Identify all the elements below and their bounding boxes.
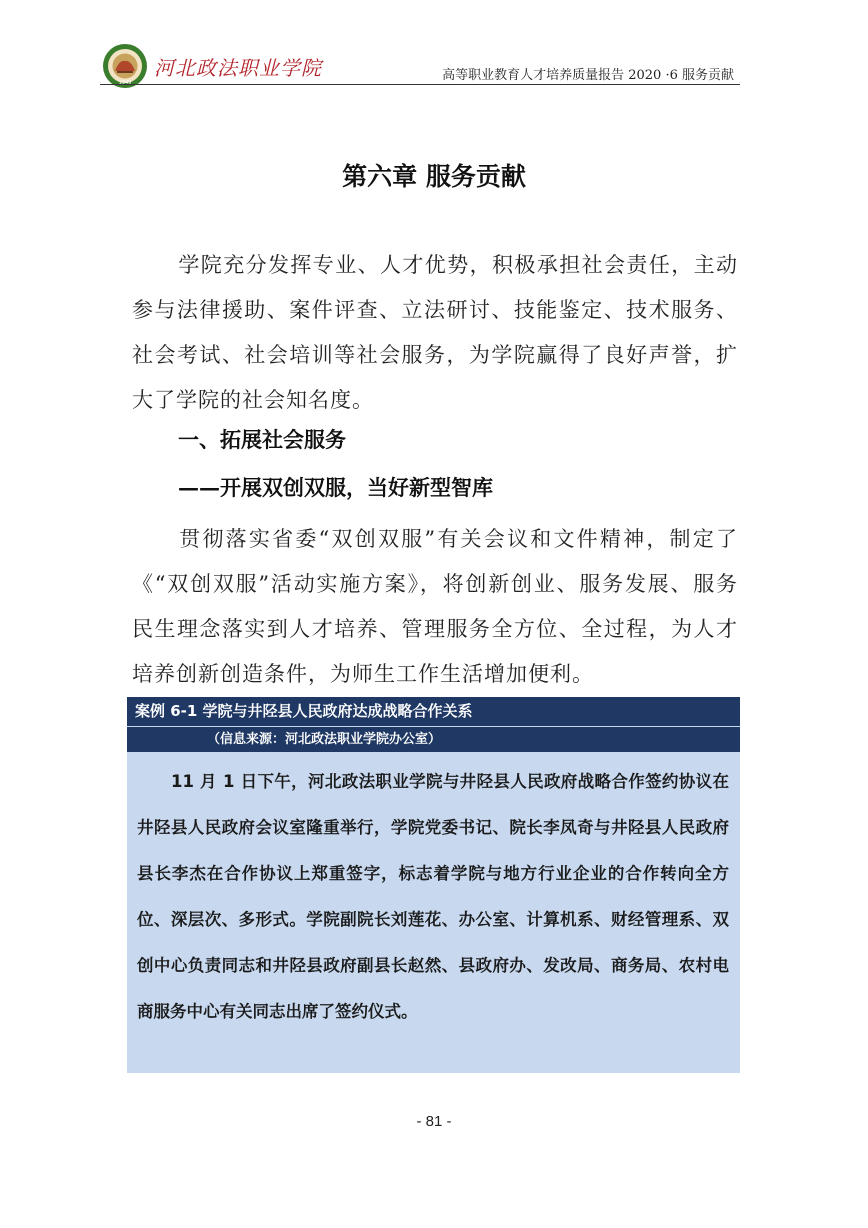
seal-year: 1949: [118, 80, 132, 86]
college-seal-icon: [102, 43, 148, 89]
case-body-text: 11 月 1 日下午，河北政法职业学院与井陉县人民政府战略合作签约协议在井陉县人民政府会议室隆重举行，学院党委书记、院长李凤奇与井陉县人民政府县长李杰在合作协议上郑重签字，标志着学院与地方行业企业的合作转向全方位、深层次、多形式。学院副院长刘莲花、办公室、计算机系、财经管理系、双创中心负责同志和井陉县政府副县长赵然、县政府办、发改局、商务局、农村电商服务中心有关同志出席了签约仪式。: [137, 772, 729, 1021]
case-title: 案例 6-1 学院与井陉县人民政府达成战略合作关系: [127, 697, 740, 726]
report-title: 高等职业教育人才培养质量报告 2020 ·6 服务贡献: [442, 68, 734, 83]
intro-paragraph: [132, 243, 738, 423]
page-header: [100, 40, 740, 90]
college-logo-text: 河北政法职业学院: [154, 56, 322, 80]
section-paragraph-text: 贯彻落实省委“双创双服”有关会议和文件精神，制定了《“双创双服”活动实施方案》，将创新创业、服务发展、服务民生理念落实到人才培养、管理服务全方位、全过程，为人才培养创新创造条件，为师生工作生活增加便利。: [132, 527, 738, 686]
section-paragraph: [132, 517, 738, 697]
case-study-box: [127, 697, 740, 1073]
case-source: （信息来源：河北政法职业学院办公室）: [127, 727, 740, 752]
intro-paragraph-text: 学院充分发挥专业、人才优势，积极承担社会责任，主动参与法律援助、案件评查、立法研讨、技能鉴定、技术服务、社会考试、社会培训等社会服务，为学院赢得了良好声誉，扩大了学院的社会知名度。: [132, 253, 738, 412]
page-number: - 81 -: [416, 1113, 452, 1130]
case-body: [137, 759, 729, 1035]
subheading: ——开展双创双服，当好新型智库: [178, 475, 493, 500]
chapter-title: 第六章 服务贡献: [342, 162, 526, 191]
section-heading: 一、拓展社会服务: [178, 428, 346, 452]
header-divider: [100, 84, 740, 85]
